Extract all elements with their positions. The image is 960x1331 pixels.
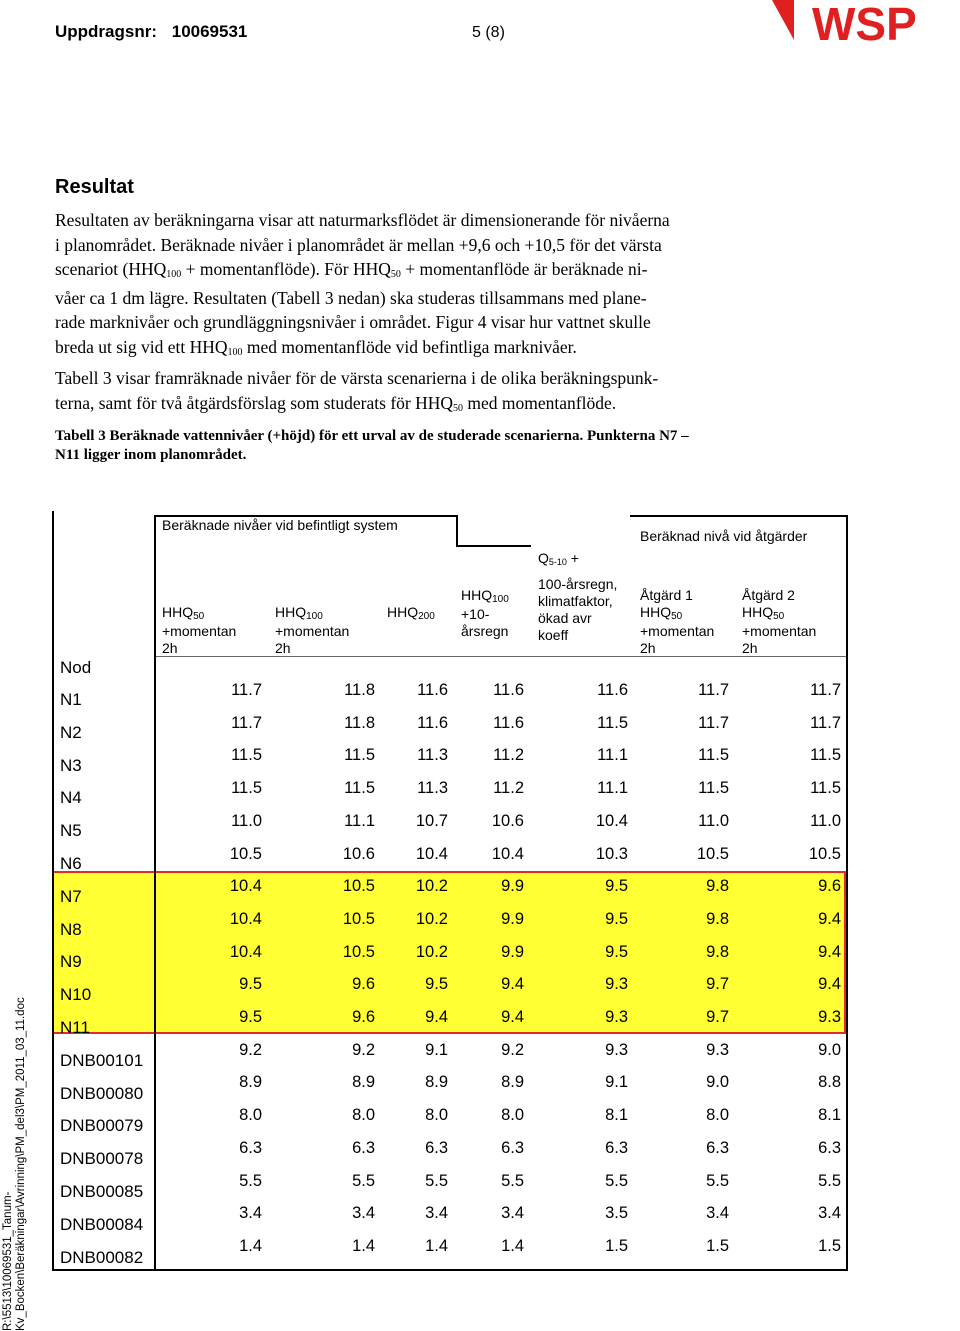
value-cell: 1.5 xyxy=(818,1236,841,1255)
value-cell: 9.5 xyxy=(605,909,628,928)
value-cell: 11.0 xyxy=(231,811,262,830)
p1-line-6: breda ut sig vid ett $HHQ_{100}$ med momentanflöde vid befintliga marknivåer. xyxy=(55,336,577,358)
value-cell: 9.8 xyxy=(706,942,729,961)
value-cell: 11.6 xyxy=(417,713,448,732)
value-cell: 9.1 xyxy=(425,1040,448,1059)
value-cell: 1.4 xyxy=(425,1236,448,1255)
value-cell: 10.4 xyxy=(415,844,448,863)
col-header-hhq200: $HHQ_{200}$ xyxy=(387,604,435,622)
table-caption xyxy=(55,427,805,465)
value-cell: 9.6 xyxy=(352,1008,375,1026)
value-cell: 3.4 xyxy=(501,1204,524,1223)
value-cell: 10.5 xyxy=(696,844,729,863)
value-cell: 8.0 xyxy=(501,1106,524,1125)
value-cell: 6.3 xyxy=(818,1138,841,1157)
table-top-rule-right xyxy=(630,515,846,517)
nod-header: Nod xyxy=(60,658,92,677)
value-cell: 11.5 xyxy=(344,779,375,798)
section-heading: Resultat xyxy=(55,176,134,198)
node-label: N8 xyxy=(60,919,82,939)
value-cell: 5.5 xyxy=(239,1171,262,1190)
value-cell: 9.4 xyxy=(501,1008,524,1026)
value-cell: 3.4 xyxy=(352,1204,375,1223)
p1-line-5: rade marknivåer och grundläggningsnivåer i området. Figur 4 visar hur vattnet skulle xyxy=(55,312,651,332)
table-top-rule-mid xyxy=(456,545,531,547)
table-left-border xyxy=(52,511,54,1271)
page-number: 5 (8) xyxy=(472,24,505,41)
value-cell: 9.0 xyxy=(706,1073,729,1092)
value-cell: 11.5 xyxy=(231,779,262,798)
value-cell: 9.7 xyxy=(706,975,729,994)
caption-line-2: N11 ligger inom planområdet. xyxy=(55,447,247,463)
value-cell: 1.5 xyxy=(706,1236,729,1255)
p1-line-3: scenariot ($HHQ_{100}$ + momentanflöde). För $HHQ_{50}$ + momentanflöde är beräknade ni- xyxy=(55,259,648,280)
value-cell: 9.5 xyxy=(605,942,628,961)
value-cell: 10.2 xyxy=(415,909,448,928)
value-cell: 10.3 xyxy=(595,844,628,863)
value-cell: 8.9 xyxy=(239,1073,262,1092)
node-label: N6 xyxy=(60,854,82,873)
value-cell: 5.5 xyxy=(352,1171,375,1190)
col-header-hhq100-10: $HHQ_{100}$ +10- årsregn xyxy=(461,587,509,639)
value-cell: 3.4 xyxy=(818,1204,841,1223)
value-cell: 6.3 xyxy=(239,1138,262,1157)
node-label: N4 xyxy=(60,788,82,808)
value-cell: 10.4 xyxy=(229,909,262,928)
value-cell: 9.3 xyxy=(706,1040,729,1059)
value-cell: 9.2 xyxy=(239,1040,262,1059)
value-cell: 9.4 xyxy=(818,909,841,928)
value-cell: 5.5 xyxy=(818,1171,841,1190)
value-cell: 9.5 xyxy=(425,975,448,994)
node-label: DNB00080 xyxy=(60,1083,144,1103)
value-cell: 10.4 xyxy=(491,844,524,863)
node-label: N9 xyxy=(60,952,82,972)
value-cell: 11.6 xyxy=(493,713,524,732)
project-number-label: Uppdragsnr: xyxy=(55,22,157,41)
value-cell: 9.6 xyxy=(818,877,841,896)
value-cell: 5.5 xyxy=(425,1171,448,1190)
value-cell: 9.3 xyxy=(605,1008,628,1026)
value-cell: 11.2 xyxy=(493,746,524,765)
value-cell: 11.1 xyxy=(597,746,628,765)
value-cell: 8.1 xyxy=(818,1106,841,1125)
value-cell: 3.4 xyxy=(706,1204,729,1223)
value-cell: 9.3 xyxy=(605,975,628,994)
value-cell: 9.4 xyxy=(818,975,841,994)
node-label: N7 xyxy=(60,886,82,906)
value-cell: 9.2 xyxy=(352,1040,375,1059)
p1-line-1: Resultaten av beräkningarna visar att naturmarksflödet är dimensionerande för nivåerna xyxy=(55,210,670,230)
paragraph-2 xyxy=(55,366,795,419)
value-cell: 3.4 xyxy=(425,1204,448,1223)
p1-line-2: i planområdet. Beräknade nivåer i planområdet är mellan +9,6 och +10,5 för det värsta xyxy=(55,234,662,255)
value-cell: 6.3 xyxy=(425,1138,448,1157)
value-cell: 6.3 xyxy=(605,1138,628,1157)
p1-line-4: våer ca 1 dm lägre. Resultaten (Tabell 3 nedan) ska studeras tillsammans med plane- xyxy=(55,287,647,308)
project-number-value: 10069531 xyxy=(171,22,248,41)
value-cell: 11.6 xyxy=(417,681,448,699)
value-cell: 11.8 xyxy=(344,681,375,699)
value-cell: 11.1 xyxy=(597,779,628,798)
value-cell: 5.5 xyxy=(605,1171,628,1190)
p2-line-2: terna, samt för två åtgärdsförslag som studerats för $HHQ_{50}$ med momentanflöde. xyxy=(55,392,617,414)
node-label: N3 xyxy=(60,755,82,775)
value-cell: 11.3 xyxy=(417,779,448,798)
table-step-rule xyxy=(456,515,458,545)
value-cell: 5.5 xyxy=(501,1171,524,1190)
value-cell: 1.5 xyxy=(605,1236,628,1255)
value-cell: 11.0 xyxy=(810,811,841,830)
value-cell: 9.8 xyxy=(706,909,729,928)
q-label: $Q_{5-10}$ + xyxy=(538,550,579,567)
node-label: N1 xyxy=(60,690,82,709)
col-header-atgard2: Åtgärd 2 $HHQ_{50}$ +momentan 2h xyxy=(742,587,817,656)
table-bottom-border xyxy=(52,1269,848,1271)
file-path-label: R:\5513\10069531_Tanum- Kv_Bocken\Beräkningar\Avrinning\PM_del3\PM_2011_03_11.doc xyxy=(2,997,27,1331)
value-cell: 9.0 xyxy=(818,1040,841,1059)
value-cell: 11.5 xyxy=(231,746,262,765)
value-cell: 9.8 xyxy=(706,877,729,896)
value-cell: 11.8 xyxy=(344,713,375,732)
value-cell: 9.9 xyxy=(501,877,524,896)
value-cell: 8.0 xyxy=(352,1106,375,1125)
value-cell: 9.5 xyxy=(239,975,262,994)
value-cell: 11.7 xyxy=(698,681,729,699)
p2-line-1: Tabell 3 visar framräknade nivåer för de värsta scenarierna i de olika beräkningspunk- xyxy=(55,368,659,388)
value-cell: 11.6 xyxy=(597,681,628,699)
value-cell: 8.9 xyxy=(425,1073,448,1092)
value-cell: 11.6 xyxy=(493,681,524,699)
value-cell: 11.7 xyxy=(231,681,262,699)
value-cell: 8.0 xyxy=(239,1106,262,1125)
value-cell: 8.8 xyxy=(818,1073,841,1092)
value-cell: 11.5 xyxy=(698,779,729,798)
value-cell: 10.5 xyxy=(342,877,375,896)
value-cell: 10.4 xyxy=(229,877,262,896)
value-cell: 11.5 xyxy=(698,746,729,765)
value-cell: 9.6 xyxy=(352,975,375,994)
value-cell: 8.0 xyxy=(706,1106,729,1125)
node-label: N11 xyxy=(60,1018,90,1037)
value-cell: 11.1 xyxy=(344,811,375,830)
node-label: DNB00082 xyxy=(60,1247,144,1267)
value-cell: 3.5 xyxy=(605,1204,628,1223)
value-cell: 10.5 xyxy=(342,942,375,961)
value-cell: 11.7 xyxy=(231,713,262,732)
wsp-logo-text: WSP xyxy=(812,0,917,50)
value-cell: 9.3 xyxy=(818,1008,841,1026)
value-cell: 8.0 xyxy=(425,1106,448,1125)
value-cell: 10.4 xyxy=(229,942,262,961)
value-cell: 1.4 xyxy=(239,1236,262,1255)
node-label: DNB00085 xyxy=(60,1182,144,1201)
value-cell: 11.0 xyxy=(698,811,729,830)
value-cell: 11.2 xyxy=(493,779,524,798)
value-cell: 11.5 xyxy=(597,713,628,732)
caption-line-1: Tabell 3 Beräknade vattennivåer (+höjd) för ett urval av de studerade scenarierna. Punkterna N7 – xyxy=(55,428,689,444)
value-cell: 9.5 xyxy=(605,877,628,896)
node-label: DNB00079 xyxy=(60,1116,144,1136)
value-cell: 9.9 xyxy=(501,942,524,961)
value-cell: 11.5 xyxy=(344,746,375,765)
value-cell: 9.4 xyxy=(818,942,841,961)
group-header-measures: Beräknad nivå vid åtgärder xyxy=(640,528,808,544)
value-cell: 11.5 xyxy=(810,779,841,798)
value-cell: 9.4 xyxy=(425,1008,448,1026)
table-divider-vertical xyxy=(154,515,156,1271)
value-cell: 8.9 xyxy=(352,1073,375,1092)
value-cell: 1.4 xyxy=(501,1236,524,1255)
wsp-logo xyxy=(772,0,960,50)
value-cell: 9.3 xyxy=(605,1040,628,1059)
value-cell: 10.2 xyxy=(415,877,448,896)
value-cell: 6.3 xyxy=(352,1138,375,1157)
value-cell: 10.5 xyxy=(342,909,375,928)
node-label: N5 xyxy=(60,821,82,841)
col-header-hhq50: $HHQ_{50}$ +momentan 2h xyxy=(162,604,237,656)
node-label: DNB00084 xyxy=(60,1214,144,1234)
value-cell: 9.5 xyxy=(239,1008,262,1026)
value-cell: 3.4 xyxy=(239,1204,262,1223)
value-cell: 11.7 xyxy=(810,681,841,699)
value-cell: 6.3 xyxy=(501,1138,524,1157)
value-cell: 11.7 xyxy=(810,713,841,732)
col-header-atgard1: Åtgärd 1 $HHQ_{50}$ +momentan 2h xyxy=(640,587,715,656)
value-cell: 10.6 xyxy=(342,844,375,863)
value-cell: 11.7 xyxy=(698,713,729,732)
value-cell: 9.9 xyxy=(501,909,524,928)
value-cell: 9.2 xyxy=(501,1040,524,1059)
node-label: N10 xyxy=(60,985,92,1005)
value-cell: 11.3 xyxy=(417,746,448,765)
value-cell: 9.1 xyxy=(605,1073,628,1092)
paragraph-1 xyxy=(55,208,795,363)
value-cell: 6.3 xyxy=(706,1138,729,1157)
node-label: N2 xyxy=(60,722,82,742)
value-cell: 10.7 xyxy=(415,811,448,830)
value-cell: 8.9 xyxy=(501,1073,524,1092)
value-cell: 8.1 xyxy=(605,1106,628,1125)
value-cell: 10.5 xyxy=(808,844,841,863)
value-cell: 9.7 xyxy=(706,1008,729,1026)
value-cell: 11.5 xyxy=(810,746,841,765)
value-cell: 10.6 xyxy=(491,811,524,830)
node-label: DNB00078 xyxy=(60,1149,144,1169)
col-header-hhq100: $HHQ_{100}$ +momentan 2h xyxy=(275,604,350,656)
col-header-climate: 100-årsregn, klimatfaktor, ökad avr koeff xyxy=(538,576,618,643)
value-cell: 10.5 xyxy=(229,844,262,863)
project-number xyxy=(55,22,247,42)
value-cell: 10.2 xyxy=(415,942,448,961)
value-cell: 9.4 xyxy=(501,975,524,994)
value-cell: 10.4 xyxy=(595,811,628,830)
table-right-border xyxy=(846,515,848,1271)
value-cell: 1.4 xyxy=(352,1236,375,1255)
group-header-existing: Beräknade nivåer vid befintligt system xyxy=(162,517,398,533)
value-cell: 5.5 xyxy=(706,1171,729,1190)
node-label: DNB00101 xyxy=(60,1050,144,1070)
